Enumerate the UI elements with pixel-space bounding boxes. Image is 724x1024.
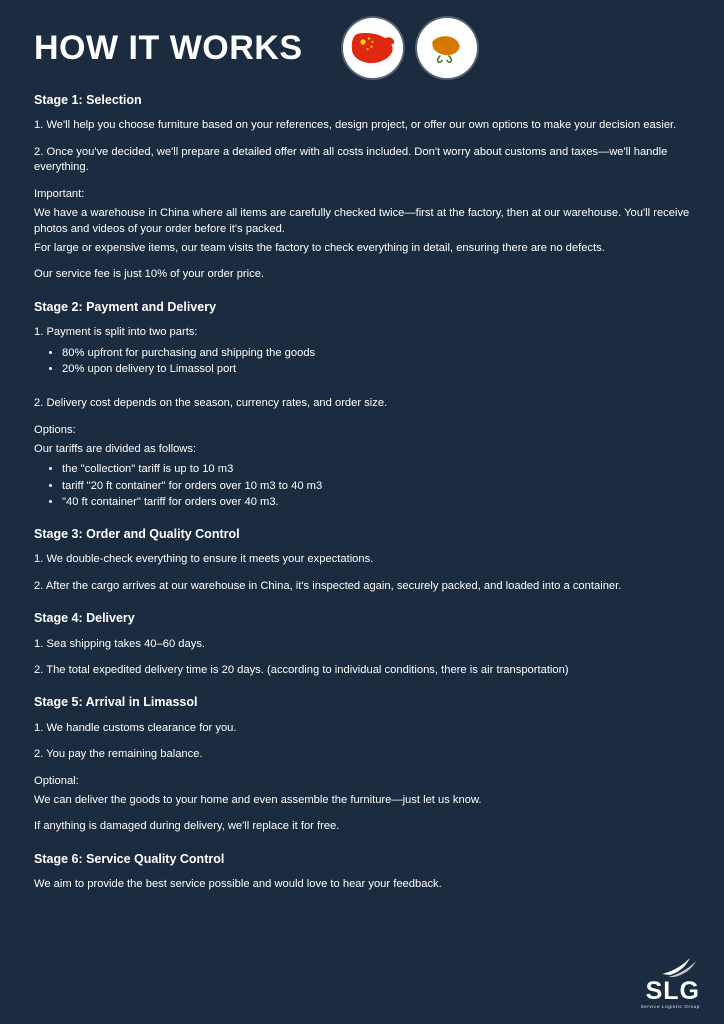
cyprus-flag-icon: [417, 18, 477, 78]
stage-5-paragraph-2: 2. You pay the remaining balance.: [34, 748, 203, 761]
list-item: • "40 ft container" tariff for orders over 40 m3.: [62, 494, 690, 510]
payment-split-list: [34, 345, 690, 377]
tariff-list: [34, 461, 690, 510]
stage-6-paragraph-1: We aim to provide the best service possible and would love to hear your feedback.: [34, 878, 442, 891]
list-item: • 80% upfront for purchasing and shipping the goods: [62, 345, 690, 361]
stage-1-important-label: Important:: [34, 187, 85, 200]
list-item: • the "collection" tariff is up to 10 m3: [62, 461, 690, 477]
logo-text: SLG: [645, 977, 700, 1006]
list-item: • tariff "20 ft container" for orders over 10 m3 to 40 m3: [62, 478, 690, 494]
logo-subtitle: Service Logistic Group: [640, 1004, 700, 1010]
stage-4-paragraph-2: 2. The total expedited delivery time is 20 days. (according to individual conditions, there is air transportation): [34, 663, 569, 676]
stage-1-paragraph-1: 1. We'll help you choose furniture based on your references, design project, or offer our own options to make your decision easier.: [34, 119, 677, 132]
stage-1-paragraph-2: 2. Once you've decided, we'll prepare a detailed offer with all costs included. Don't worry about customs and taxes—we'll handle everything.: [34, 145, 668, 174]
flag-group: [343, 18, 477, 78]
stage-2-heading: Stage 2: Payment and Delivery: [34, 299, 217, 314]
stage-1-service-fee: Our service fee is just 10% of your order price.: [34, 268, 265, 281]
stage-3-paragraph-1: 1. We double-check everything to ensure it meets your expectations.: [34, 553, 374, 566]
page-title: HOW IT WORKS: [34, 29, 303, 67]
spacer: [34, 388, 690, 396]
stage-2-paragraph-2: 2. Delivery cost depends on the season, currency rates, and order size.: [34, 397, 388, 410]
stage-1-important-line-2: For large or expensive items, our team visits the factory to check everything in detail, ensuring there are no defects.: [34, 241, 605, 254]
stage-6-heading: Stage 6: Service Quality Control: [34, 851, 225, 866]
stage-2-paragraph-1: 1. Payment is split into two parts:: [34, 326, 198, 339]
stage-1-important-line-1: We have a warehouse in China where all items are carefully checked twice—first at the factory, then at our warehouse. You'll receive photos and videos of your order before it's packed.: [34, 207, 690, 235]
stage-5-heading: Stage 5: Arrival in Limassol: [34, 695, 198, 710]
stage-5-optional-line: We can deliver the goods to your home and even assemble the furniture—just let us know.: [34, 794, 482, 807]
wing-icon: [660, 956, 700, 978]
stage-5-paragraph-1: 1. We handle customs clearance for you.: [34, 721, 237, 734]
stage-5-paragraph-3: If anything is damaged during delivery, we'll replace it for free.: [34, 820, 340, 833]
stage-2-options-label: Options:: [34, 423, 76, 436]
stage-2-tariff-intro: Our tariffs are divided as follows:: [34, 442, 197, 455]
stage-4-paragraph-1: 1. Sea shipping takes 40–60 days.: [34, 637, 206, 650]
list-item: • 20% upon delivery to Limassol port: [62, 361, 690, 377]
stage-5-optional-label: Optional:: [34, 774, 79, 787]
stage-3-paragraph-2: 2. After the cargo arrives at our warehouse in China, it's inspected again, securely packed, and loaded into a container.: [34, 579, 622, 592]
document-body: [34, 92, 690, 893]
china-flag-icon: [343, 18, 403, 78]
page-header: [34, 16, 690, 80]
stage-3-heading: Stage 3: Order and Quality Control: [34, 527, 240, 542]
stage-4-heading: Stage 4: Delivery: [34, 611, 135, 626]
footer-logo: [641, 956, 700, 1010]
stage-1-heading: Stage 1: Selection: [34, 93, 142, 107]
